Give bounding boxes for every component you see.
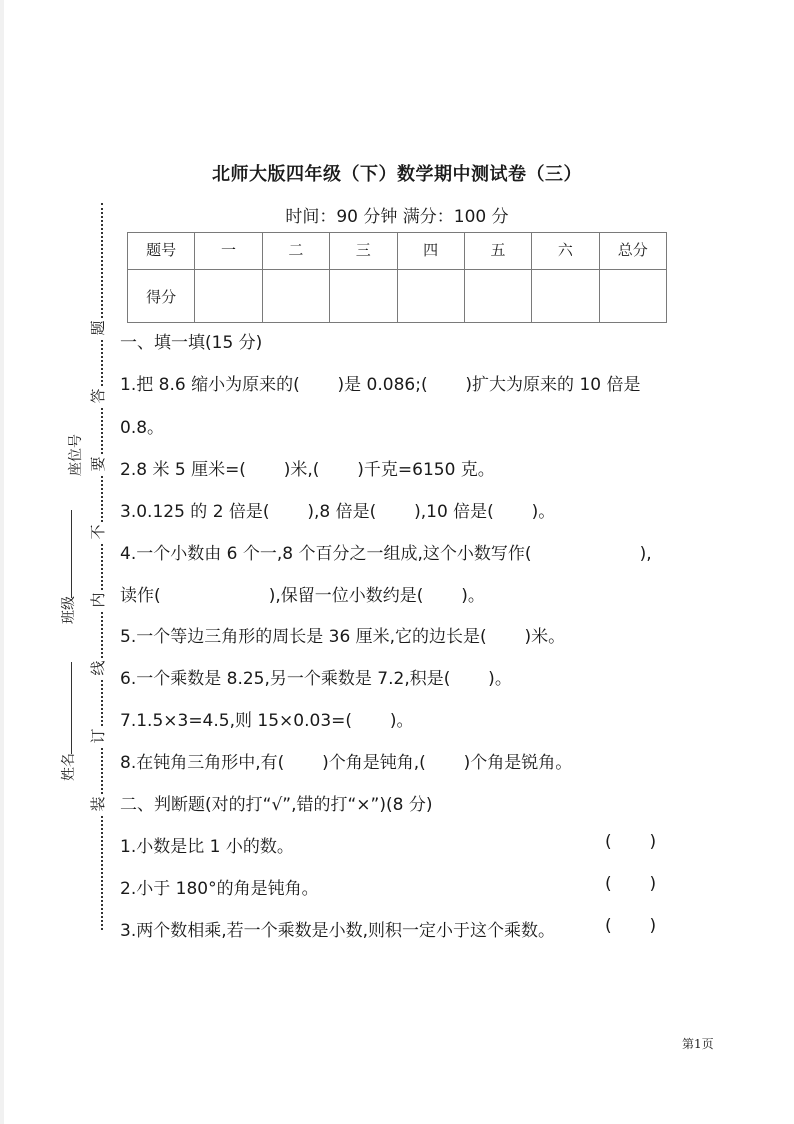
exam-info: 时间：90 分钟 满分：100 分: [285, 207, 509, 227]
binding-char: 答: [88, 386, 108, 406]
score-table-header: 二: [262, 233, 329, 270]
question-line: 3.0.125 的 2 倍是( ),8 倍是( ),10 倍是( )。: [120, 502, 556, 522]
question-line: 1.把 8.6 缩小为原来的( )是 0.086;( )扩大为原来的 10 倍是: [120, 375, 641, 395]
name-label: 姓名: [61, 753, 77, 781]
question-line: 2.8 米 5 厘米=( )米,( )千克=6150 克。: [120, 460, 495, 480]
judge-question: 3.两个数相乘,若一个乘数是小数,则积一定小于这个乘数。: [120, 921, 556, 941]
class-label: 班级: [61, 596, 77, 624]
score-cell: [532, 270, 599, 323]
page-number: 第1页: [682, 1037, 714, 1051]
score-table-header-row: [128, 233, 667, 270]
score-table-header: 五: [464, 233, 531, 270]
page-title: 北师大版四年级（下）数学期中测试卷（三）: [212, 164, 582, 185]
score-cell: [464, 270, 531, 323]
score-table-header: 一: [195, 233, 262, 270]
score-table-score-row: [128, 270, 667, 323]
answer-parentheses[interactable]: ( ): [605, 916, 657, 936]
section-heading: 二、判断题(对的打“√”,错的打“×”)(8 分): [120, 795, 433, 815]
score-cell: [599, 270, 666, 323]
binding-dotted-line: [101, 203, 103, 930]
score-table-header: 三: [330, 233, 397, 270]
score-table-header: 六: [532, 233, 599, 270]
question-line: 7.1.5×3=4.5,则 15×0.03=( )。: [120, 711, 414, 731]
binding-char: 题: [88, 318, 108, 338]
name-field-line[interactable]: [71, 662, 72, 754]
score-table: [127, 232, 667, 323]
question-line: 6.一个乘数是 8.25,另一个乘数是 7.2,积是( )。: [120, 669, 512, 689]
binding-char: 要: [88, 454, 108, 474]
binding-char: 装: [88, 794, 108, 814]
score-cell: [397, 270, 464, 323]
score-cell: [262, 270, 329, 323]
score-cell: [330, 270, 397, 323]
score-row-label: 得分: [128, 270, 195, 323]
binding-char: 内: [88, 590, 108, 610]
binding-char: 不: [88, 522, 108, 542]
question-line: 4.一个小数由 6 个一,8 个百分之一组成,这个小数写作( ),: [120, 544, 652, 564]
question-line: 0.8。: [120, 418, 165, 438]
answer-parentheses[interactable]: ( ): [605, 874, 657, 894]
question-line: 读作( ),保留一位小数约是( )。: [120, 586, 485, 606]
score-table-header: 题号: [128, 233, 195, 270]
binding-char: 订: [88, 726, 108, 746]
question-line: 8.在钝角三角形中,有( )个角是钝角,( )个角是锐角。: [120, 753, 573, 773]
binding-char: 线: [88, 658, 108, 678]
section-heading: 一、填一填(15 分): [120, 333, 263, 353]
answer-parentheses[interactable]: ( ): [605, 832, 657, 852]
score-table-header: 总分: [599, 233, 666, 270]
score-cell: [195, 270, 262, 323]
question-line: 5.一个等边三角形的周长是 36 厘米,它的边长是( )米。: [120, 627, 566, 647]
judge-question: 2.小于 180°的角是钝角。: [120, 879, 319, 899]
seat-number-label: 座位号: [68, 434, 84, 476]
class-field-line[interactable]: [71, 510, 72, 598]
judge-question: 1.小数是比 1 小的数。: [120, 837, 294, 857]
score-table-header: 四: [397, 233, 464, 270]
